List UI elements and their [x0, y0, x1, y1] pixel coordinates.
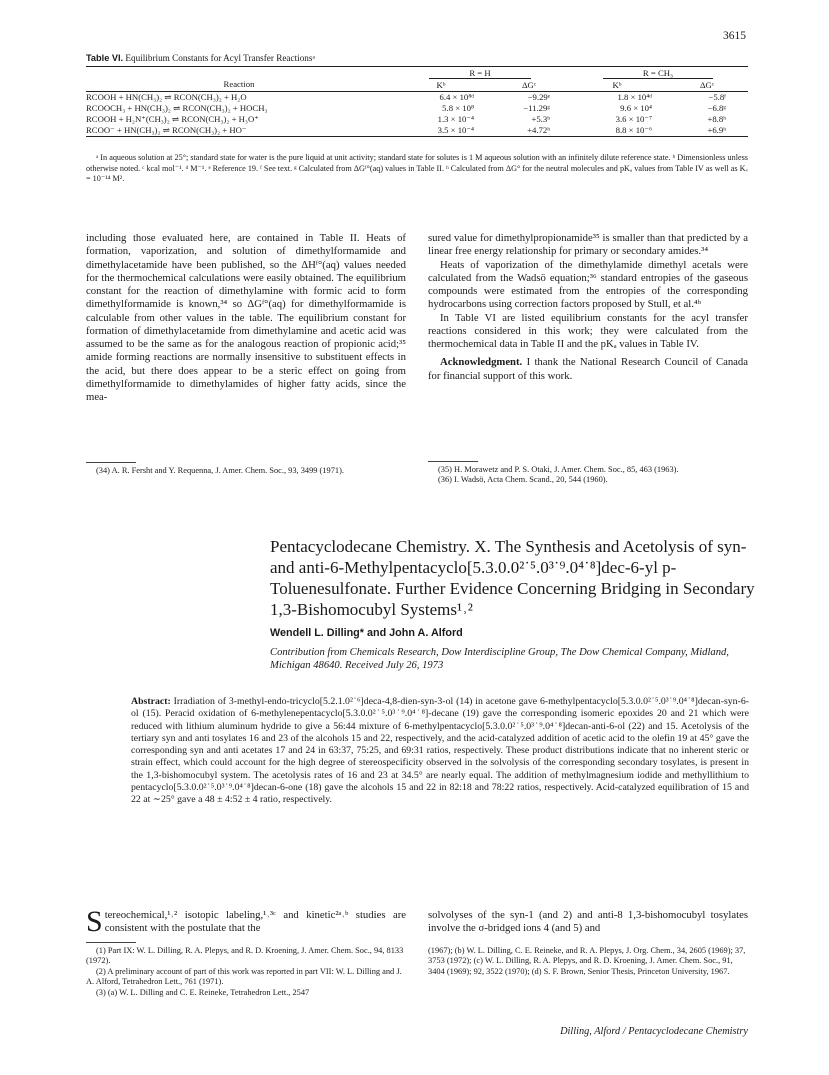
table-caption-text: Equilibrium Constants for Acyl Transfer Reactionsᵃ: [125, 53, 315, 63]
k-ch3-cell: 3.6 × 10⁻⁷: [615, 114, 652, 124]
k-h-cell: 1.3 × 10⁻⁴: [437, 114, 474, 124]
col-header-dg-ch3: ΔGᶜ: [666, 79, 748, 92]
footnote-34: (34) A. R. Fersht and Y. Requenna, J. Amer. Chem. Soc., 93, 3499 (1971).: [96, 466, 344, 475]
footnote-3: (3) (a) W. L. Dilling and C. E. Reineke, Tetrahedron Lett., 2547: [96, 987, 310, 997]
page-number: 3615: [723, 30, 746, 42]
drop-cap: S: [86, 905, 103, 938]
acknowledgment: [428, 356, 748, 383]
footnote-2: (2) A preliminary account of part of this work was reported in part VII: W. L. Dilling and J. A. Alford, Tetrahedron Lett., 761 (1971).: [86, 966, 402, 987]
upper-right-paragraph-3: In Table VI are listed equilibrium constants for the acyl transfer reactions considered in this work; they were calculated from the thermochemical data in Table II and the pKₐ values in Table IV.: [428, 311, 748, 350]
reaction-cell: RCOOCH₃ + HN(CH₃)₂ ⇌ RCON(CH₃)₂ + HOCH₃: [86, 103, 268, 113]
acknowledgment-label: Acknowledgment.: [440, 356, 523, 369]
k-ch3-cell: 9.6 × 10⁴: [620, 103, 652, 113]
dg-ch3-cell: +8.8ʰ: [707, 114, 726, 124]
article-authors: Wendell L. Dilling* and John A. Alford: [270, 627, 463, 639]
footnote-1: (1) Part IX: W. L. Dilling, R. A. Plepys, and R. D. Kroening, J. Amer. Chem. Soc., 94, 8133 (1972).: [86, 946, 404, 966]
upper-right-paragraph-1: sured value for dimethylpropionamide³⁵ is smaller than that predicted by a linear free energy relationship for primary or secondary amides.³⁴: [428, 232, 748, 258]
lower-right-column: [428, 909, 748, 936]
abstract-label: Abstract:: [131, 696, 171, 707]
reaction-cell: RCOO⁻ + HN(CH₃)₂ ⇌ RCON(CH₃)₂ + HO⁻: [86, 125, 392, 137]
table-caption: [86, 53, 315, 63]
dg-ch3-cell: −5.8ᶠ: [708, 92, 726, 102]
reaction-cell: RCOOH + H₂N⁺(CH₃)₂ ⇌ RCON(CH₃)₂ + H₃O⁺: [86, 114, 259, 124]
dg-ch3-cell: +6.9ʰ: [666, 125, 748, 137]
upper-left-column: [86, 232, 406, 404]
upper-left-footnotes: [86, 466, 406, 476]
col-header-k-ch3: Kᵇ: [568, 79, 666, 92]
dg-h-cell: +4.72ʰ: [490, 125, 568, 137]
table-footnote-text: ᵃ In aqueous solution at 25°; standard state for water is the pure liquid at unit activity; standard state for solutes is 1 M aqueous solution with an infinitely dilute reference state. ᵇ Dimensionless unless otherwise noted. ᶜ kcal mol⁻¹. ᵈ M⁻¹. ᵉ Reference 19. ᶠ See text. ᵍ Calculated from ΔGᶠ°(aq) values in Table II. ʰ Calculated from ΔG° for the neutral molecules and pKₐ values from Table IV as well as Kᵥ = 10⁻¹⁴ M².: [86, 153, 748, 183]
footnote-rule: [86, 462, 136, 463]
lower-left-footnotes: [86, 946, 406, 998]
footnote-3-continued: (1967); (b) W. L. Dilling, C. E. Reineke, and R. A. Plepys, J. Org. Chem., 34, 2605 (1969); 37, 3753 (1972); (c) W. L. Dilling, R. A. Plepys, and R. D. Kroening, J. Amer. Chem. Soc., 91, 3404 (1969); 92, 3522 (1970); (d) S. F. Brown, Senior Thesis, Princeton University, 1967.: [428, 946, 746, 976]
article-title: Pentacyclodecane Chemistry. X. The Synthesis and Acetolysis of syn- and anti-6-Methylpentacyclo[5.3.0.0²˙⁵.0³˙⁹.0⁴˙⁸]dec-6-yl p-Toluenesulfonate. Further Evidence Concerning Bridging in Secondary 1,3-Bishomocubyl Systems¹˒²: [270, 537, 755, 619]
running-footer: Dilling, Alford / Pentacyclodecane Chemistry: [560, 1026, 748, 1037]
intro-text: tereochemical,¹˒² isotopic labeling,¹˒³ᶜ and kinetic²ᵃ˒ᵇ studies are consistent with the postulate that the: [104, 909, 406, 935]
lower-right-paragraph: solvolyses of the syn-1 (and 2) and anti-8 1,3-bishomocubyl tosylates involve the σ-bridged ions 4 (and 5) and: [428, 909, 748, 935]
k-h-cell: 5.8 × 10⁸: [442, 103, 474, 113]
dg-h-cell: −11.29ᵍ: [523, 103, 550, 113]
col-header-k-h: Kᵇ: [392, 79, 490, 92]
group-header-h: R = H: [429, 68, 530, 79]
footnote-rule: [428, 461, 478, 462]
footnote-36: (36) I. Wadsö, Acta Chem. Scand., 20, 544 (1960).: [438, 475, 608, 485]
abstract-text: Irradiation of 3-methyl-endo-tricyclo[5.2.1.0²˙⁶]deca-4,8-dien-syn-3-ol (14) in acetone gave 6-methylpentacyclo[5.3.0.0²˙⁵.0³˙⁹.0⁴˙⁸]decan-syn-6-ol (15). Peracid oxidation of 6-methylenepentacyclo[5.3.0.0²˙⁵.0³˙⁹.0⁴˙⁸]-decane (19) gave the corresponding isomeric epoxides 20 and 21 which were reduced with lithium aluminum hydride to give a 56:44 mixture of 6-methylpentacyclo[5.3.0.0²˙⁵.0³˙⁹.0⁴˙⁸]decan-anti-6-ol (22) and 15. Acetolysis of the tertiary syn and anti tosylates 16 and 23 of the alcohols 15 and 22, respectively, and the acid-catalyzed addition of acetic acid to the olefin 19 at 45° gave the corresponding syn and anti acetates 17 and 24 in 63:37, 75:25, and 69:31 ratios, respectively. These product distributions indicate that no inherent steric or strain effect, which could account for the high degree of stereospecificity observed in the solvolysis of the corresponding secondary tosylates, is present in the 1,3-bishomocubyl system. The acetolysis rates of 16 and 23 at 34.5° are nearly equal. The addition of methylmagnesium iodide and methyllithium to pentacyclo[5.3.0.0²˙⁵.0³˙⁹.0⁴˙⁸]decan-6-one (18) gave the alcohols 15 and 22 in 82:18 and 78:22 ratios, respectively. Acid-catalyzed equilibration of 15 and 22 at ∼25° gave a 48 ± 4:52 ± 4 ratio, respectively.: [131, 696, 749, 806]
group-header-ch3: R = CH₃: [603, 68, 713, 79]
dg-ch3-cell: −6.8ᵍ: [707, 103, 726, 113]
table-row: [86, 125, 748, 137]
upper-right-paragraph-2: Heats of vaporization of the dimethylamide dimethyl acetals were calculated from the Wadsö equation;³⁶ standard entropies of the gaseous compounds were estimated from the entropies of the corresponding hydrocarbons using correction factors proposed by Stull, et al.⁴ᵇ: [428, 258, 748, 311]
footnote-rule: [86, 942, 136, 943]
article-affiliation: Contribution from Chemicals Research, Dow Interdiscipline Group, The Dow Chemical Company, Midland, Michigan 48640. Received July 26, 1973: [270, 647, 729, 671]
upper-right-footnotes: [428, 465, 748, 486]
lower-left-column: [86, 905, 406, 938]
k-ch3-cell: 8.8 × 10⁻⁶: [568, 125, 666, 137]
article-abstract: [131, 696, 749, 807]
col-header-reaction: Reaction: [86, 79, 392, 92]
equilibrium-table: [86, 66, 748, 137]
table-row: [86, 92, 748, 104]
acknowledgment-text: I thank the National Research Council of Canada for financial support of this work.: [428, 356, 749, 382]
table-label: Table VI.: [86, 53, 124, 63]
k-h-cell: 3.5 × 10⁻⁴: [392, 125, 490, 137]
table-footnotes: [86, 153, 748, 185]
table-row: [86, 114, 748, 125]
lower-right-footnotes: [428, 946, 748, 977]
reaction-cell: RCOOH + HN(CH₃)₂ ⇌ RCON(CH₃)₂ + H₂O: [86, 92, 247, 102]
k-h-cell: 6.4 × 10⁸ᵈ: [439, 92, 474, 102]
dg-h-cell: −9.29ᵉ: [527, 92, 550, 102]
k-ch3-cell: 1.8 × 10⁴ᵈ: [617, 92, 652, 102]
upper-right-column: [428, 232, 748, 383]
footnote-35: (35) H. Morawetz and P. S. Otaki, J. Amer. Chem. Soc., 85, 463 (1963).: [438, 465, 679, 474]
table-row: [86, 103, 748, 114]
dg-h-cell: +5.3ʰ: [531, 114, 550, 124]
upper-left-paragraph: including those evaluated here, are contained in Table II. Heats of formation, vaporization, and solution of dimethylformamide and dimethylacetamide have been published, so the ΔHᶠ°(aq) values needed for the thermochemical calculations were easily obtained. The equilibrium constant for the reaction of dimethylamine with formic acid to form dimethylformamide is known,³⁴ so ΔGᶠ°(aq) for dimethylformamide is calculable from other values in the table. The equilibrium constant for formation of dimethylacetamide from dimethylamine and acetic acid was assumed to be the same as for the analogous reaction of propionic acid;³⁵ amide forming reactions are normally insensitive to substituent effects in the acid, but there does appear to be a steric effect on going from dimethylformamide to dimethylamides of higher fatty acids, since the mea-: [86, 232, 406, 403]
col-header-dg-h: ΔGᶜ: [490, 79, 568, 92]
